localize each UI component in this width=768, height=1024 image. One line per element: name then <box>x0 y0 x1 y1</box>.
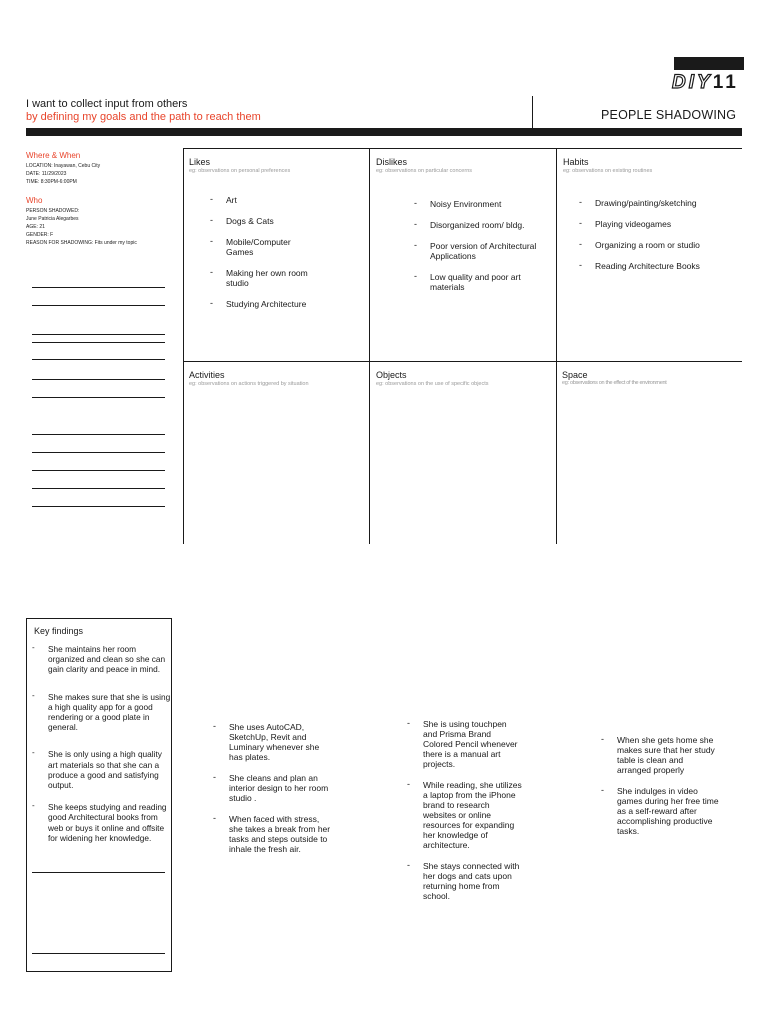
logo-text: DIY <box>672 72 713 93</box>
who-title: Who <box>26 196 43 205</box>
grid-col-line-3 <box>556 148 557 544</box>
finding-item: - She makes sure that she is using a high quality app for a good rendering or a good plate in general. <box>32 692 172 733</box>
gender-text: GENDER: F <box>26 232 54 238</box>
person-name: June Patricia Alegarbes <box>26 216 79 222</box>
key-findings-list <box>32 644 172 855</box>
date-text: DATE: 11/29/2023 <box>26 171 67 177</box>
header-line-1: I want to collect input from others <box>26 98 188 110</box>
reason-text: REASON FOR SHADOWING: Fits under my topic <box>26 240 137 246</box>
key-findings-title: Key findings <box>34 626 84 636</box>
blank-line <box>32 305 165 306</box>
list-item: - Art <box>210 195 330 205</box>
location-text: LOCATION: Inayawan, Cebu City <box>26 163 101 169</box>
note-item: - She stays connected with her dogs and cats upon returning home from school. <box>407 861 522 901</box>
logo-number: 11 <box>712 72 739 93</box>
grid-col-line-2 <box>369 148 370 544</box>
activities-notes <box>213 722 331 865</box>
page-title: PEOPLE SHADOWING <box>601 108 737 122</box>
grid-mid-line <box>183 361 742 362</box>
blank-line <box>32 342 165 343</box>
habits-list <box>579 198 739 282</box>
note-item: - She is using touchpen and Prisma Brand Colored Pencil whenever there is a manual art projects. <box>407 719 522 769</box>
blank-line <box>32 287 165 288</box>
list-item: - Drawing/painting/sketching <box>579 198 739 208</box>
likes-title: Likes <box>189 157 211 167</box>
logo <box>672 72 739 94</box>
blank-line <box>32 359 165 360</box>
objects-title: Objects <box>376 370 407 380</box>
finding-item: - She keeps studying and reading good Architectural books from web or buys it online and offsite for widening her knowledge. <box>32 802 172 843</box>
list-item: - Making her own room studio <box>210 268 320 288</box>
likes-list <box>210 195 330 320</box>
note-item: - While reading, she utilizes a laptop from the iPhone brand to research websites or online resources for expanding her knowledge of architecture. <box>407 780 522 850</box>
list-item: - Noisy Environment <box>414 199 544 209</box>
list-item: - Poor version of Architectural Applications <box>414 241 544 261</box>
blank-line <box>32 470 165 471</box>
list-item: - Dogs & Cats <box>210 216 330 226</box>
space-title: Space <box>562 370 588 380</box>
space-notes <box>601 735 719 847</box>
activities-subtitle: eg: observations on actions triggered by situation <box>189 381 309 387</box>
header-rule <box>26 128 742 136</box>
blank-line <box>32 397 165 398</box>
time-text: TIME: 8:30PM-6:00PM <box>26 179 77 185</box>
list-item: - Mobile/Computer Games <box>210 237 300 257</box>
blank-line <box>32 334 165 335</box>
likes-subtitle: eg: observations on personal preferences <box>189 168 291 174</box>
who-details <box>26 207 137 247</box>
logo-bar <box>674 57 744 70</box>
habits-subtitle: eg: observations on existing routines <box>563 168 653 174</box>
note-item: - She uses AutoCAD, SketchUp, Revit and Luminary whenever she has plates. <box>213 722 331 762</box>
list-item: - Organizing a room or studio <box>579 240 739 250</box>
dislikes-title: Dislikes <box>376 157 408 167</box>
finding-item: - She maintains her room organized and clean so she can gain clarity and peace in mind. <box>32 644 172 675</box>
objects-notes <box>407 719 522 912</box>
note-item: - When faced with stress, she takes a break from her tasks and steps outside to inhale the fresh air. <box>213 814 331 854</box>
grid-top-line <box>183 148 742 149</box>
list-item: - Studying Architecture <box>210 299 330 309</box>
person-label: PERSON SHADOWED: <box>26 208 80 214</box>
finding-item: - She is only using a high quality art materials so that she can a produce a good and satisfying output. <box>32 749 172 790</box>
list-item: - Low quality and poor art materials <box>414 272 532 292</box>
blank-line <box>32 872 165 873</box>
note-item: - She indulges in video games during her free time as a self-reward after accomplishing productive tasks. <box>601 786 719 836</box>
header-divider <box>532 96 533 128</box>
dislikes-list <box>414 199 544 303</box>
list-item: - Playing videogames <box>579 219 739 229</box>
activities-title: Activities <box>189 370 225 380</box>
dislikes-subtitle: eg: observations on particular concerns <box>376 168 472 174</box>
note-item: - She cleans and plan an interior design to her room studio . <box>213 773 331 803</box>
list-item: - Reading Architecture Books <box>579 261 739 271</box>
objects-subtitle: eg: observations on the use of specific objects <box>376 381 489 387</box>
blank-line <box>32 488 165 489</box>
space-subtitle: eg: observations on the effect of the environment <box>562 380 667 386</box>
blank-line <box>32 434 165 435</box>
list-item: - Disorganized room/ bldg. <box>414 220 544 230</box>
where-when-title: Where & When <box>26 151 81 160</box>
blank-line <box>32 953 165 954</box>
blank-line <box>32 452 165 453</box>
blank-line <box>32 506 165 507</box>
habits-title: Habits <box>563 157 589 167</box>
grid-col-line-1 <box>183 148 184 544</box>
note-item: - When she gets home she makes sure that her study table is clean and arranged properly <box>601 735 719 775</box>
where-when-details <box>26 162 100 186</box>
header-line-2: by defining my goals and the path to reach them <box>26 111 261 123</box>
age-text: AGE: 21 <box>26 224 45 230</box>
blank-line <box>32 379 165 380</box>
